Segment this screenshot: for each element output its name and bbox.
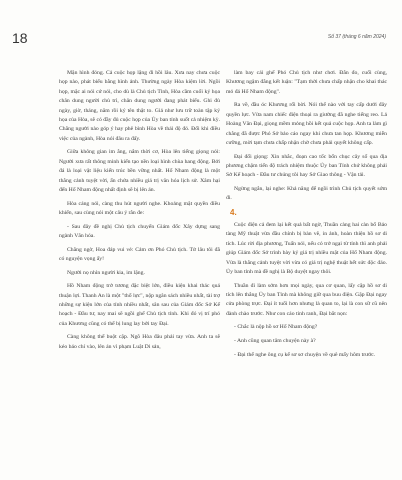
issue-label: Số 37 (tháng 6 năm 2024) (327, 34, 386, 40)
paragraph: - Đại thể nghe ông cụ kể sơ sơ chuyện về quê mấy hôm trước. (234, 351, 376, 358)
paragraph: Giữa không gian im ắng, nắm thời cơ, Hòa lên tiếng giọng nói: Người xưa rất thông minh kiến tạo nền loại hình chùa hang động. Bởi đá là loại vật liệu kiến trúc bền vững nhất. Hố Nham động là một thắng cảnh tuyệt vời, ẩn chứa nhiều giá trị văn hóa lịch sử. Xâm hại đến Hố Nham động nhất định sẽ bị lên án. (59, 149, 220, 194)
paragraph: Càng không thể buột cặp. Ngõ Hòa đâu phải tay vừa. Anh ta sẽ kéo báo chí vào, lên án vì phạm Luật Di sản, (59, 334, 220, 350)
paragraph: Đại đối giọng: Xin nhắc, đoạn cao tốc bổn chục cây số qua địa phương chậm tiến độ trách nhiệm thuộc Ủy ban Tỉnh chứ không phải Sở Kế hoạch - Đầu tư chúng tôi hay Sở Giao thông - Vận tải. (226, 153, 387, 179)
right-column (226, 69, 387, 469)
paragraph: Hòa cáng nói, càng thu hút người nghe. Khoảng mặt quyền điều khiển, sau cùng nói một câu ý rằn đe: (59, 200, 220, 217)
paragraph: Ra về, đầu óc Khương rối bời. Nói thế nào với tay cấp dưới đây quyền lực. Vừa nam chiếc điện thoại ra giường đã nghe tiếng reo. Lả Hoàng Văn Đại, giọng mềm mỏng hồi kết quả cuộc họp. Anh ta làm gì chẳng đã được Phó Sở bảo cáo ngay khi chưa tan họp. Khương miễn cưỡng, mời tạm chưa chấp nhận chờ chưa phải quyết không cấp. (226, 102, 388, 147)
article-body (59, 69, 387, 469)
left-column (59, 69, 220, 469)
paragraph: - Sau đây đề nghị Chủ tịch chuyển Giám đốc Xây dựng sang ngành Văn hóa. (59, 223, 220, 240)
section-number: 4. (230, 208, 237, 218)
paragraph: Cuộc điện cả đem lại kết quả bất ngờ, Thuần càng hai càn bổ Bảo tàng Mỹ thuật vừa đầu chính bị bàn vẽ, in ảnh, hoàn thiện hồ sơ di tích. Lúc rời địa phương, Tuấn nói, nếu có trở ngại từ tỉnh thì anh phải giúp Giám đốc Sở trình bày ký giá trị nhiều mặt của Hố Nham động. Vừa là thắng cảnh tuyệt vời vừa có giá trị nghệ thuật hết sức độc đáo. Ủy ban tỉnh mà đề nghị là Bộ duyệt ngay thôi. (226, 222, 387, 276)
paragraph: Ngừng ngắn, lại nghe: Khả năng để ngồi trình Chủ tịch quyết sớm đi. (226, 186, 387, 202)
paragraph: Người nọ nhìn người kia, im lặng. (67, 269, 145, 276)
page-number: 18 (12, 30, 28, 46)
paragraph: Chẳng ngờ, Hoa đáp vui vẻ: Cảm ơn Phó Chủ tịch. Tử lâu tôi đã có nguyện vọng ấy! (59, 246, 220, 263)
paragraph: Mặn hình đóng. Cả cuộc họp lặng đi hồi lâu. Xưa nay chưa cuộc họp nào, phát biểu bằng hình ảnh. Thường ngày Hòa kiệm lời. Ngồi họp, mặc ai nói cứ nói, cho dù là Chủ tịch Tỉnh, Hòa cầm cuối ký họa chân dung người chủ trì, chân dung người đang phát biểu. Ghi đủ ngày, giờ, tháng, năm rồi ký tên thật to. Giả như lưu trữ toàn tập ký họa của Hòa, sẽ có đầy đủ cuộc họp của Ủy ban tỉnh suốt cả nhiệm kỳ. Chẳng người nào góp ý hay phê bình Hòa về thái độ đó. Đối khi điều việc của ngành, Hòa nói đâu ra đấy. (59, 70, 220, 142)
paragraph: - Chắc là nộp hồ sơ Hố Nham động? (234, 324, 318, 331)
paragraph: Hồ Nham động trở tương đặc biệt lớn, điều kiện khai thác quá thuận lợi. Thanh An là một "thổ lực", nộp ngân sách nhiều nhất, tài trợ những sự kiện lớn của tỉnh nhiều nhất, sân sau của Giám đốc Sở Kế hoạch - Đầu tư, nay mai sẽ ngồi ghế Chủ tịch tỉnh. Khi đó vị trí phó của Khương cũng có thể bị lung lay bởi tay Đại. (59, 283, 220, 327)
paragraph: Thuần đi làm sớm hơn mọi ngày, qua cơ quan, lấy cặp hồ sơ di tích lên thẳng Ủy ban Tỉnh mà không giữ qua buu điện. Gặp Đại ngay cửa phòng trực. Đại ít tuổi hơn nhưng là quan to, lại là con sữ cũ nên đành chào trước. Như con cáo tinh ranh, Đại bắt nọn: (226, 282, 387, 317)
paragraph: - Anh cũng quan tâm chuyện này à? (234, 338, 316, 345)
paragraph: làm bay cái ghế Phó Chủ tịch như chơi. Đắn đo, cuối cùng, Khương ngậm đắng kết luận: "Tạm thời chưa chấp nhận cho khai thác mỏ đá Hố Nham động". (226, 70, 387, 95)
